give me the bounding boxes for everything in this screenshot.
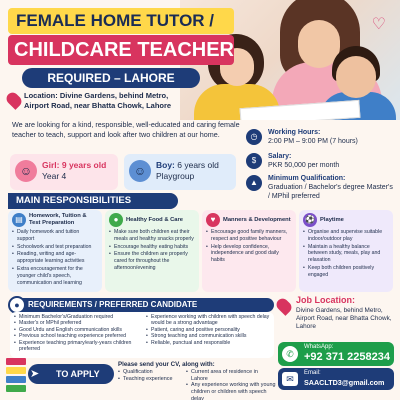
heart-icon: ♥ [206, 213, 220, 227]
email-address[interactable]: SAACLTD3@gmail.com [304, 378, 385, 387]
responsibility-card-manners: ♥ Manners & Development • Encourage good family manners, respect and positive behaviour • Help develop confidence, independence and good daily habits [202, 210, 296, 292]
child-card-girl: ☺ Girl: 9 years old Year 4 [10, 154, 118, 190]
whatsapp-contact[interactable]: ✆ WhatsApp: +92 371 2258234 [278, 342, 394, 366]
whatsapp-number[interactable]: +92 371 2258234 [304, 351, 390, 363]
clock-icon: ◷ [246, 129, 262, 145]
send-cv-instructions: Please send your CV, along with: • Qualification • Teaching experience • Current area of residence in Lahore • Any experience working with young children or children with speech delay [118, 362, 276, 400]
apple-icon: ● [109, 213, 123, 227]
book-icon: ▤ [12, 213, 26, 227]
page-title-line1: FEMALE HOME TUTOR / [8, 8, 234, 34]
intro-text: We are looking for a kind, responsible, well-educated and caring female teacher to teach, support and look after two children at our home. [12, 120, 240, 139]
location-pin-icon [274, 296, 294, 316]
to-apply-badge: TO APPLY [28, 364, 114, 384]
responsibility-card-playtime: ⚽ Playtime • Organise and supervise suitable indoor/outdoor play • Maintain a healthy balance between study, meals, play and relaxation • Keep both children positively engaged [299, 210, 393, 292]
responsibilities-heading: MAIN RESPONSIBILITIES [8, 193, 178, 209]
graduation-cap-icon: ▲ [246, 175, 262, 191]
location-pin-icon [4, 90, 24, 110]
whatsapp-icon: ✆ [282, 346, 298, 362]
girl-face-icon: ☺ [15, 160, 37, 182]
location-text: Location: Divine Gardens, behind Metro, Airport Road, near Bhatta Chowk, Lahore [24, 91, 172, 110]
envelope-icon: ✉ [282, 372, 298, 386]
job-location: Job Location: Divine Gardens, behind Metro, Airport Road, near Bhatta Chowk, Lahore [278, 296, 394, 334]
info-qualification: ▲ Minimum Qualification: Graduation / Bachelor's degree Master's / MPhil preferred [246, 174, 394, 202]
info-working-hours: ◷ Working Hours: 2:00 PM – 9:00 PM (7 hours) [246, 128, 394, 150]
requirements-list-left: • Minimum Bachelor's/Graduation required • Master's or MPhil preferred • Good Urdu and English communication skills • Previous school teaching experience preferred • Experience teaching primary/early-years children preferred [14, 314, 142, 352]
heart-icon: ♡ [371, 16, 386, 33]
info-salary: $ Salary: PKR 50,000 per month [246, 152, 394, 174]
paper-plane-icon: ➤ [30, 368, 40, 380]
boy-face-icon: ☺ [129, 160, 151, 182]
child-card-boy: ☺ Boy: 6 years old Playgroup [124, 154, 236, 190]
ball-icon: ⚽ [303, 213, 317, 227]
responsibility-card-food: ● Healthy Food & Care • Make sure both children eat their meals and healthy snacks properly • Encourage healthy eating habits • Ensure the children are properly cared for throughout the afternoon/evening [105, 210, 199, 292]
page-title-line2: CHILDCARE TEACHER [8, 35, 234, 65]
email-contact[interactable]: ✉ Email: SAACLTD3@gmail.com [278, 368, 394, 390]
requirements-list-right: • Experience working with children with speech delay would be a strong advantage • Patient, caring and positive personality • Strong teaching and communication skills • Reliable, punctual and responsible [146, 314, 272, 346]
money-icon: $ [246, 153, 262, 169]
user-icon: ● [8, 296, 26, 314]
page-subtitle: REQUIRED – LAHORE [22, 68, 200, 88]
requirements-heading: REQUIREMENTS / PREFERRED CANDIDATE [12, 298, 274, 312]
books-icon [6, 358, 26, 392]
responsibility-card-homework: ▤ Homework, Tuition & Test Preparation • Daily homework and tuition support • Schoolwork and test preparation • Reading, writing and age-appropriate learning activities • Extra encouragement for the younger child's speech, communication and learning [8, 210, 102, 292]
